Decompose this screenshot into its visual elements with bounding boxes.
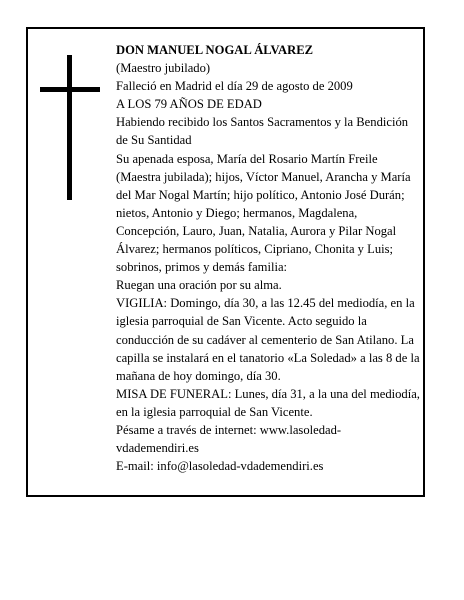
deceased-title: (Maestro jubilado) <box>116 61 211 76</box>
cross-icon <box>40 55 100 200</box>
deceased-name: DON MANUEL NOGAL ÁLVAREZ <box>116 43 313 57</box>
vigil-info: VIGILIA: Domingo, día 30, a las 12.45 del mediodía, en la iglesia parroquial de San Vicente. Acto seguido la conducción de su cadáver al cementerio de San Atilano. La capilla se instalará en el tanatorio «La Soledad» a las 8 de la mañana de hoy domingo, día 30. <box>116 296 420 383</box>
obituary-notice <box>26 27 425 497</box>
age-statement: A LOS 79 AÑOS DE EDAD <box>116 97 262 112</box>
prayer-request: Ruegan una oración por su alma. <box>116 278 282 293</box>
cross-vertical-bar <box>67 55 72 200</box>
cross-horizontal-bar <box>40 87 100 92</box>
death-statement: Falleció en Madrid el día 29 de agosto de 2009 <box>116 79 353 94</box>
condolences-link: Pésame a través de internet: www.lasoledad-vdademendiri.es <box>116 422 342 456</box>
email-contact: E-mail: info@lasoledad-vdademendiri.es <box>116 459 324 474</box>
notice-text <box>116 41 421 475</box>
sacraments-statement: Habiendo recibido los Santos Sacramentos y la Bendición de Su Santidad <box>116 115 409 148</box>
funeral-info: MISA DE FUNERAL: Lunes, día 31, a la una del mediodía, en la iglesia parroquial de San Vicente. <box>116 386 420 419</box>
family-list: Su apenada esposa, María del Rosario Martín Freile (Maestra jubilada); hijos, Víctor Manuel, Arancha y María del Mar Nogal Martín; hijo político, Antonio José Durán; nietos, Antonio y Diego; hermanos, Magdalena, Concepción, Lauro, Juan, Natalia, Aurora y Pilar Nogal Álvarez; hermanos políticos, Cipriano, Chonita y Luis; sobrinos, primos y demás familia: <box>116 151 411 275</box>
